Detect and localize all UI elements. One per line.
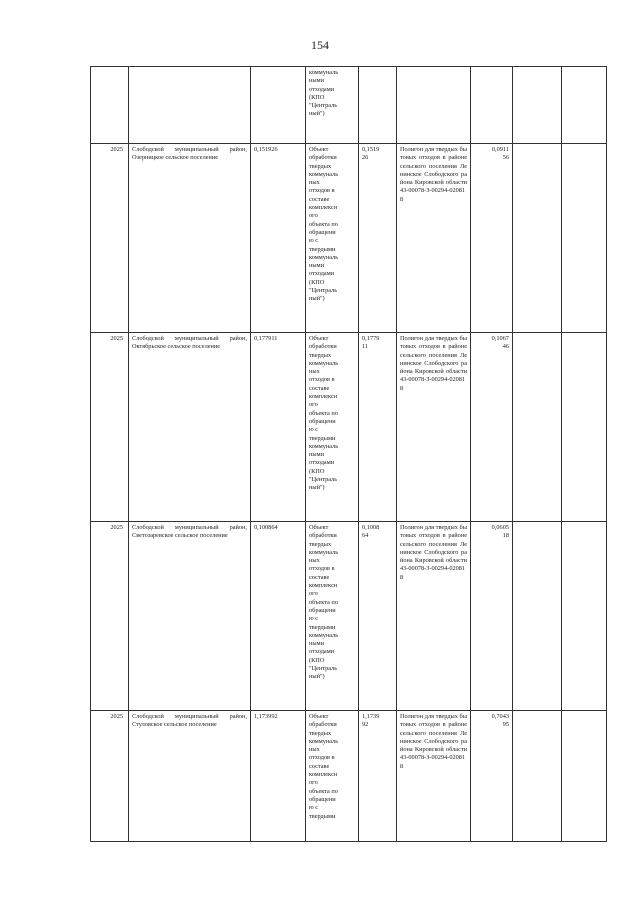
empty-cell: [562, 67, 607, 144]
volume-cell: 0,177911: [251, 333, 306, 522]
table-row: [91, 711, 607, 842]
object-cell: Объект обработки твердых коммуналь ных отходов в составе комплексн ого объекта по обращени ю с твердыми коммуналь ными отходами (КПО "Централь ный"): [306, 144, 359, 333]
municipality-cell: [129, 67, 251, 144]
year-cell: 2025: [91, 144, 129, 333]
volume2-cell: 1,1739 92: [359, 711, 397, 842]
waste-flow-table: [90, 66, 607, 842]
volume2-cell: 0,1519 26: [359, 144, 397, 333]
landfill-cell: Полигон для твердых бытовых отходов в районе сельского поселения Ленинское Слободского района Кировской области 43-00078-З-00294-020818: [397, 144, 471, 333]
landfill-cell: Полигон для твердых бытовых отходов в районе сельского поселения Ленинское Слободского района Кировской области 43-00078-З-00294-020818: [397, 522, 471, 711]
year-cell: 2025: [91, 522, 129, 711]
municipality-cell: Слободской муниципальный район, Светозаревское сельское поселение: [129, 522, 251, 711]
table-row: [91, 333, 607, 522]
empty-cell: [513, 522, 562, 711]
volume-cell: 1,173992: [251, 711, 306, 842]
value3-cell: 0,0911 56: [471, 144, 513, 333]
value3-cell: 0,7043 95: [471, 711, 513, 842]
empty-cell: [562, 333, 607, 522]
empty-cell: [562, 522, 607, 711]
empty-cell: [562, 144, 607, 333]
volume-cell: 0,100864: [251, 522, 306, 711]
year-cell: [91, 67, 129, 144]
volume-cell: [251, 67, 306, 144]
object-cell: Объект обработки твердых коммуналь ных отходов в составе комплексн ого объекта по обращени ю с твердыми коммуналь ными отходами (КПО "Централь ный"): [306, 522, 359, 711]
table-row: [91, 67, 607, 144]
volume2-cell: 0,1008 64: [359, 522, 397, 711]
empty-cell: [513, 67, 562, 144]
object-cell: коммуналь ными отходами (КПО "Централь ный"): [306, 67, 359, 144]
value3-cell: [471, 67, 513, 144]
year-cell: 2025: [91, 333, 129, 522]
table-row: [91, 522, 607, 711]
volume2-cell: 0,1779 11: [359, 333, 397, 522]
municipality-cell: Слободской муниципальный район, Октябрьское сельское поселение: [129, 333, 251, 522]
municipality-cell: Слободской муниципальный район, Озерницкое сельское поселение: [129, 144, 251, 333]
municipality-cell: Слободской муниципальный район, Стуловское сельское поселение: [129, 711, 251, 842]
landfill-cell: Полигон для твердых бытовых отходов в районе сельского поселения Ленинское Слободского района Кировской области 43-00078-З-00294-020818: [397, 711, 471, 842]
value3-cell: 0,0605 18: [471, 522, 513, 711]
volume-cell: 0,151926: [251, 144, 306, 333]
empty-cell: [513, 144, 562, 333]
value3-cell: 0,1067 46: [471, 333, 513, 522]
volume2-cell: [359, 67, 397, 144]
landfill-cell: Полигон для твердых бытовых отходов в районе сельского поселения Ленинское Слободского района Кировской области 43-00078-З-00294-020818: [397, 333, 471, 522]
table-row: [91, 144, 607, 333]
object-cell: Объект обработки твердых коммуналь ных отходов в составе комплексн ого объекта по обращени ю с твердыми коммуналь ными отходами (КПО "Централь ный"): [306, 333, 359, 522]
landfill-cell: [397, 67, 471, 144]
page-number: 154: [311, 38, 329, 52]
year-cell: 2025: [91, 711, 129, 842]
empty-cell: [562, 711, 607, 842]
empty-cell: [513, 333, 562, 522]
empty-cell: [513, 711, 562, 842]
object-cell: Объект обработки твердых коммуналь ных отходов в составе комплексн ого объекта по обращени ю с твердыми: [306, 711, 359, 842]
